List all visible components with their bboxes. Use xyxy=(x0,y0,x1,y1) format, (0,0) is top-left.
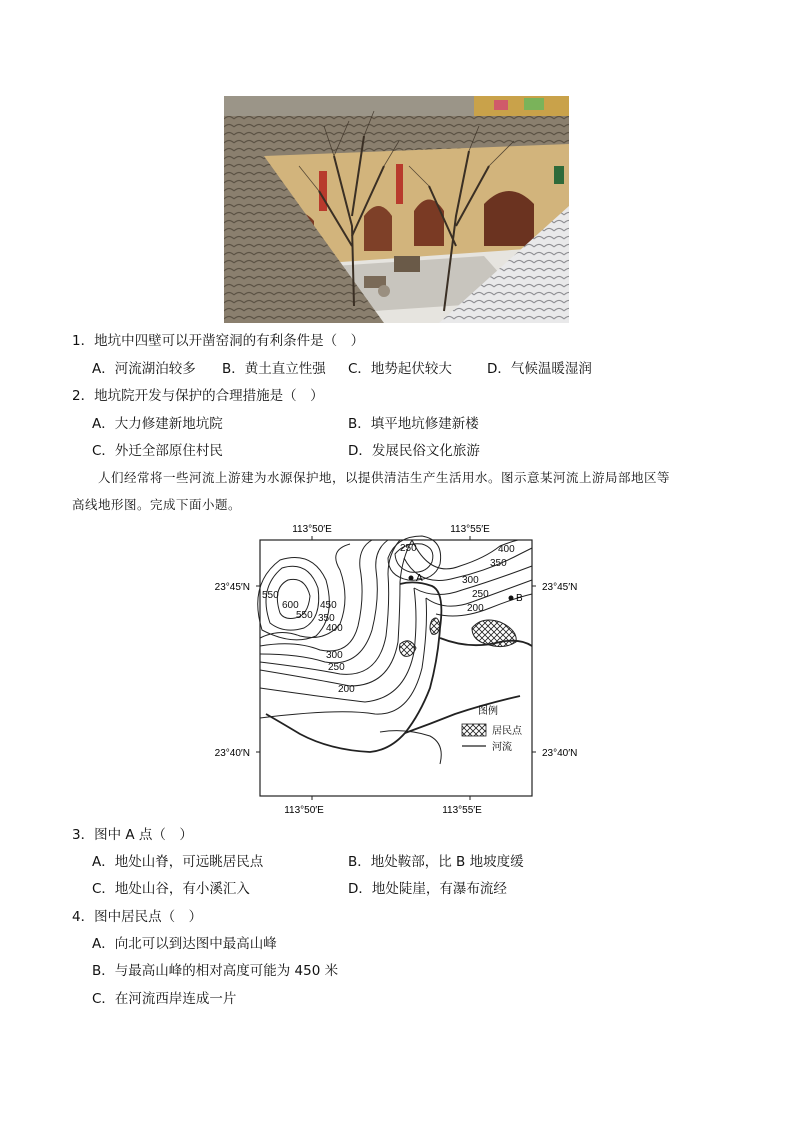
question-3-stem: 3．图中 A 点（ ） xyxy=(72,827,193,843)
intro-line-1: 人们经常将一些河流上游建为水源保护地，以提供清洁生产生活用水。图示意某河流上游局部地区等 xyxy=(98,470,671,485)
contour-label-200-east: 200 xyxy=(467,603,484,614)
point-a-label: A xyxy=(416,573,423,584)
contour-label-250-east: 250 xyxy=(472,589,489,600)
question-2-stem: 2．地坑院开发与保护的合理措施是（ ） xyxy=(72,388,324,404)
question-4-option-b[interactable]: B．与最高山峰的相对高度可能为 450 米 xyxy=(92,963,339,979)
contour-label-300-east: 300 xyxy=(462,575,479,586)
map-frame xyxy=(260,540,532,796)
question-4-stem: 4．图中居民点（ ） xyxy=(72,909,203,925)
legend-river-label: 河流 xyxy=(492,742,512,753)
legend-title: 图例 xyxy=(478,706,498,717)
question-2-option-c[interactable]: C．外迁全部原住村民 xyxy=(92,443,223,459)
lat-label-lower-right: 23°40′N xyxy=(542,748,578,759)
question-1-option-b[interactable]: B．黄土直立性强 xyxy=(222,361,326,377)
question-3-option-a[interactable]: A．地处山脊，可远眺居民点 xyxy=(92,854,264,870)
contour-label-300-west: 300 xyxy=(326,650,343,661)
intro-passage xyxy=(72,464,732,518)
contour-label-550-south: 550 xyxy=(296,610,313,621)
lon-label-bottom-left: 113°50′E xyxy=(284,805,324,816)
lat-label-lower-left: 23°40′N xyxy=(214,748,250,759)
question-1-option-c[interactable]: C．地势起伏较大 xyxy=(348,361,452,377)
question-2-option-a[interactable]: A．大力修建新地坑院 xyxy=(92,416,223,432)
question-3-option-d[interactable]: D．地处陡崖，有瀑布流经 xyxy=(348,881,507,897)
lon-label-top-left: 113°50′E xyxy=(292,524,332,535)
contour-label-250-north: 250 xyxy=(400,543,417,554)
contour-map xyxy=(200,518,600,820)
contour-label-550-west: 550 xyxy=(262,590,279,601)
lon-label-top-right: 113°55′E xyxy=(450,524,490,535)
question-4-option-a[interactable]: A．向北可以到达图中最高山峰 xyxy=(92,936,277,952)
contour-label-450: 450 xyxy=(320,600,337,611)
lat-label-upper-left: 23°45′N xyxy=(214,582,250,593)
legend-settlement-swatch xyxy=(462,724,486,736)
intro-line-2: 高线地形图。完成下面小题。 xyxy=(72,497,242,512)
contour-label-600: 600 xyxy=(282,600,299,611)
contour-label-200-west: 200 xyxy=(338,684,355,695)
courtyard-photo xyxy=(224,96,569,323)
contour-label-350-east: 350 xyxy=(490,558,507,569)
point-b-label: B xyxy=(516,593,523,604)
question-2-option-b[interactable]: B．填平地坑修建新楼 xyxy=(348,416,479,432)
contour-label-350-west: 350 xyxy=(318,613,335,624)
contour-label-400-east: 400 xyxy=(498,544,515,555)
contour-label-250-west: 250 xyxy=(328,662,345,673)
question-2-option-d[interactable]: D．发展民俗文化旅游 xyxy=(348,443,480,459)
question-3-option-c[interactable]: C．地处山谷，有小溪汇入 xyxy=(92,881,250,897)
question-4-option-c[interactable]: C．在河流西岸连成一片 xyxy=(92,991,237,1007)
lat-label-upper-right: 23°45′N xyxy=(542,582,578,593)
question-1-stem: 1．地坑中四壁可以开凿窑洞的有利条件是（ ） xyxy=(72,333,365,349)
point-a-marker xyxy=(409,576,414,581)
lon-label-bottom-right: 113°55′E xyxy=(442,805,482,816)
question-1-option-d[interactable]: D．气候温暖湿润 xyxy=(487,361,592,377)
question-1-option-a[interactable]: A．河流湖泊较多 xyxy=(92,361,196,377)
point-b-marker xyxy=(509,596,514,601)
legend-settlement-label: 居民点 xyxy=(492,726,522,737)
contour-label-400-west: 400 xyxy=(326,623,343,634)
question-3-option-b[interactable]: B．地处鞍部，比 B 地坡度缓 xyxy=(348,854,524,870)
